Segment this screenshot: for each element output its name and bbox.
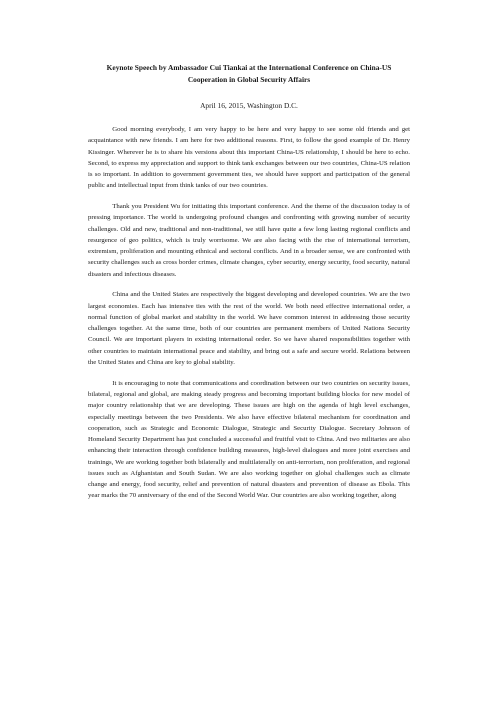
title-line-2: Cooperation in Global Security Affairs (187, 74, 311, 84)
dateline: April 16, 2015, Washington D.C. (200, 101, 298, 110)
document-title (88, 62, 410, 85)
paragraph-1: Good morning everybody, I am very happy to be here and very happy to see some old friends and get acquaintance with new friends. I am here for two additional reasons. First, to follow the good example of Dr. Henry Kissinger. Wherever he is to share his versions about this important China-US relationship, I should be here to echo. Second, to express my appreciation and support to think tank exchanges between our two countries, China-US relation is so important. In addition to government government ties, we should have support and participation of the general public and intellectual input from think tanks of our two countries. (88, 126, 410, 190)
paragraph-3: China and the United States are respectively the biggest developing and developed countries. We are the two largest economies. Each has intensive ties with the rest of the world. We both need effective international order, a normal function of global market and stability in the world. We have common interest in addressing those security challenges together. At the same time, both of our countries are permanent members of United Nations Security Council. We are important players in existing international order. So we have shared responsibilities together with other countries to maintain international peace and stability, and bring out a safe and secure world. Relations between the United States and China are key to global stability. (88, 291, 410, 366)
title-line-1: Keynote Speech by Ambassador Cui Tiankai at the International Conference on China-US (106, 63, 392, 72)
paragraph-4: It is encouraging to note that communications and coordination between our two countries on security issues, bilateral, regional and global, are making steady progress and becoming important building blocks for new model of major country relationship that we are developing. These issues are high on the agenda of high level exchanges, especially meetings between the two Presidents. We also have effective bilateral mechanism for coordination and cooperation, such as Strategic and Economic Dialogue, Strategic and Security Dialogue. Secretary Johnson of Homeland Security Department has just concluded a successful and fruitful visit to China. And two militaries are also enhancing their interaction through confidence building measures, high-level dialogues and more joint exercises and trainings, We are working together both bilaterally and multilaterally on anti-terrorism, non proliferation, and regional issues such as Afghanistan and South Sudan. We are also working together on global challenges such as climate change and energy, food security, relief and prevention of natural disasters and prevention of disease as Ebola. This year marks the 70 anniversary of the end of the Second World War. Our countries are also working together, along (88, 379, 410, 500)
paragraph-2: Thank you President Wu for initiating this important conference. And the theme of the discussion today is of pressing importance. The world is undergoing profound changes and confronting with growing number of security challenges. Old and new, traditional and non-traditional, we still have quite a few long lasting regional conflicts and resurgence of geo politics, which is truly worrisome. We are also facing with the rise of international terrorism, extremism, proliferation and mounting ethnical and sectoral conflicts. And in a broader sense, we are confronted with security challenges such as cross border crimes, climate changes, cyber security, energy security, food security, natural disasters and infectious diseases. (88, 203, 410, 278)
